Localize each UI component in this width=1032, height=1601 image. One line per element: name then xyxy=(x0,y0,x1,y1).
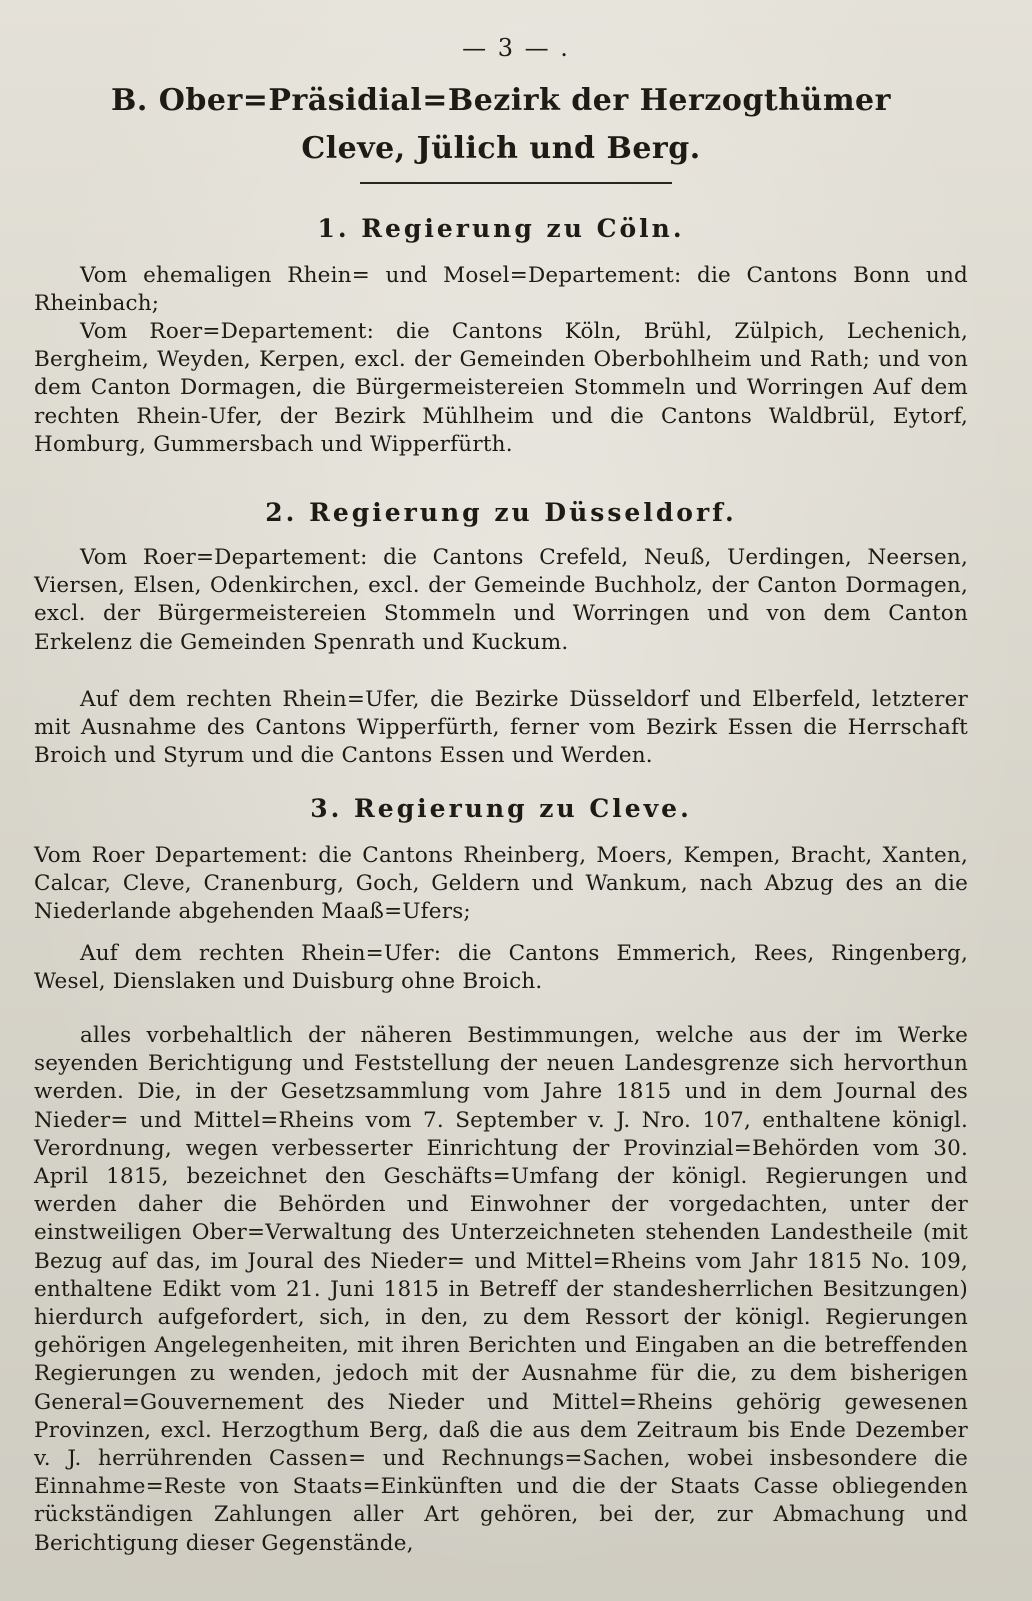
page-number: — 3 — . xyxy=(462,34,570,62)
section-1-paragraph-2: Vom Roer=Departement: die Cantons Köln, Brühl, Zülpich, Lechenich, Bergheim, Weyden, Kerpen, excl. der Gemeinden Oberbohlheim und Rath; und von dem Canton Dormagen, die Bürgermeistereien Stommeln und Worringen Auf dem rechten Rhein-Ufer, der Bezirk Mühlheim und die Cantons Waldbrül, Eytorf, Homburg, Gummersbach und Wipperfürth. xyxy=(34,319,968,457)
section-3-paragraph-1: Vom Roer Departement: die Cantons Rheinberg, Moers, Kempen, Bracht, Xanten, Calcar, Cleve, Cranenburg, Goch, Geldern und Wankum, nach Abzug des an die Niederlande abgehenden Maaß=Ufers; xyxy=(34,843,968,925)
section-2-paragraph-2: Auf dem rechten Rhein=Ufer, die Bezirke Düsseldorf und Elberfeld, letzterer mit Ausnahme des Cantons Wipperfürth, ferner vom Bezirk Essen die Herrschaft Broich und Styrum und die Cantons Essen und Werden. xyxy=(34,687,968,769)
title-line-1: B. Ober=Präsidial=Bezirk der Herzogthümer xyxy=(111,83,891,118)
closing-paragraph: alles vorbehaltlich der näheren Bestimmungen, welche aus der im Werke seyenden Berichtigung und Feststellung der neuen Landesgrenze sich hervorthun werden. Die, in der Gesetzsammlung vom Jahre 1815 und in dem Journal des Nieder= und Mittel=Rheins vom 7. September v. J. Nro. 107, enthaltene königl. Verordnung, wegen verbesserter Einrichtung der Provinzial=Behörden vom 30. April 1815, bezeichnet den Geschäfts=Umfang der königl. Regierungen und werden daher die Behörden und Einwohner der vorgedachten, unter der einstweiligen Ober=Verwaltung des Unterzeichneten stehenden Landestheile (mit Bezug auf das, im Joural des Nieder= und Mittel=Rheins vom Jahr 1815 No. 109, enthaltene Edikt vom 21. Juni 1815 in Betreff der standesherrlichen Besitzungen) hierdurch aufgefordert, sich, in den, zu dem Ressort der königl. Regierungen gehörigen Angelegenheiten, mit ihren Berichten und Eingaben an die betreffenden Regierungen zu wenden, jedoch mit der Ausnahme für die, zu dem bisherigen General=Gouvernement des Nieder und Mittel=Rheins gehörig gewesenen Provinzen, excl. Herzogthum Berg, daß die aus dem Zeitraum bis Ende Dezember v. J. herrührenden Cassen= und Rechnungs=Sachen, wobei insbesondere die Einnahme=Reste von Staats=Einkünften und die der Staats Casse obliegenden rückständigen Zahlungen aller Art gehören, bei der, zur Abmachung und Berichtigung dieser Gegenstände, xyxy=(34,1023,968,1556)
section-heading-2: 2. Regierung zu Düsseldorf. xyxy=(265,498,737,527)
title-line-2: Cleve, Jülich und Berg. xyxy=(301,131,701,166)
section-1-paragraph-1: Vom ehemaligen Rhein= und Mosel=Departement: die Cantons Bonn und Rheinbach; xyxy=(34,263,968,317)
section-heading-1: 1. Regierung zu Cöln. xyxy=(317,214,685,243)
section-3-paragraph-2: Auf dem rechten Rhein=Ufer: die Cantons Emmerich, Rees, Ringenberg, Wesel, Dienslaken und Duisburg ohne Broich. xyxy=(34,941,968,995)
section-heading-3: 3. Regierung zu Cleve. xyxy=(310,794,692,823)
section-2-paragraph-1: Vom Roer=Departement: die Cantons Crefeld, Neuß, Uerdingen, Neersen, Viersen, Elsen, Odenkirchen, excl. der Gemeinde Buchholz, der Canton Dormagen, excl. der Bürgermeistereien Stommeln und Worringen und von dem Canton Erkelenz die Gemeinden Spenrath und Kuckum. xyxy=(34,545,968,655)
title-divider xyxy=(360,182,672,184)
